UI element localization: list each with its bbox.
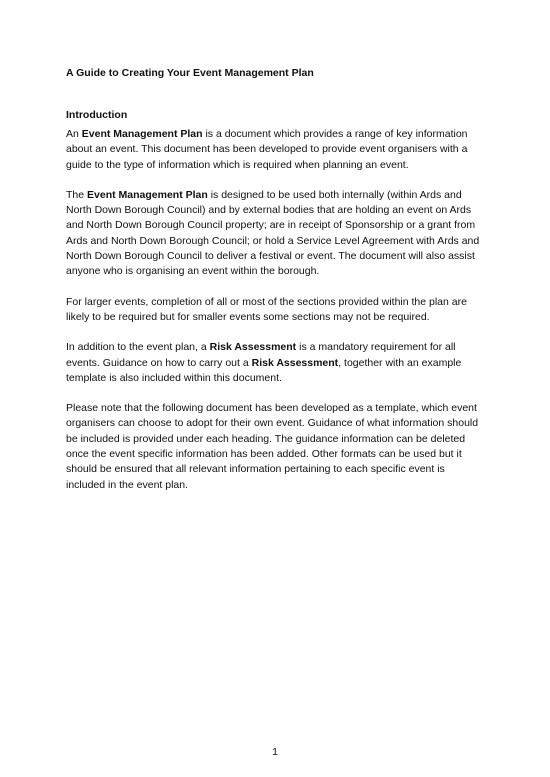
text-run: , together with an example template is also included within this document. (66, 356, 462, 384)
text-run: is designed to be used both internally (within Ards and North Down Borough Council) and by external bodies that are holding an event on Ards and North Down Borough Council property; are in receipt of Sponsorship or a grant from Ards and North Down Borough Council; or hold a Service Level Agreement with Ards and North Down Borough Council to deliver a festival or event. The document will also assist anyone who is organising an event within the borough. (66, 188, 480, 278)
text-run: Please note that the following document has been developed as a template, which event organisers can choose to adopt for their own event. Guidance of what information should be included is provided under each heading. The guidance information can be deleted once the event specific information has been added. Other formats can be used but it should be ensured that all relevant information pertaining to each specific event is included in the event plan. (66, 402, 479, 491)
bold-term: Risk Assessment (251, 356, 339, 369)
paragraph (66, 340, 486, 386)
paragraph (66, 295, 486, 326)
bold-term: Event Management Plan (87, 188, 208, 201)
section-heading-introduction: Introduction (66, 109, 128, 121)
text-run: For larger events, completion of all or most of the sections provided within the plan are likely to be required but for smaller events some sections may not be required. (66, 295, 467, 323)
bold-term: Risk Assessment (209, 341, 297, 354)
paragraph (66, 127, 486, 173)
text-run: An (66, 128, 82, 140)
text-run: is a mandatory requirement for all events. Guidance on how to carry out a (66, 341, 456, 369)
text-run: The (66, 188, 88, 201)
page-number: 1 (272, 746, 278, 758)
paragraph (66, 188, 486, 280)
document-title: A Guide to Creating Your Event Management Plan (66, 67, 314, 79)
text-run: In addition to the event plan, a (66, 341, 210, 354)
bold-term: Event Management Plan (81, 128, 203, 140)
text-run: is a document which provides a range of key information about an event. This document has been developed to provide event organisers with a guide to the type of information which is required when planning an event. (66, 128, 468, 171)
body-text (66, 127, 486, 493)
page-content (66, 66, 486, 508)
paragraph (66, 401, 486, 493)
